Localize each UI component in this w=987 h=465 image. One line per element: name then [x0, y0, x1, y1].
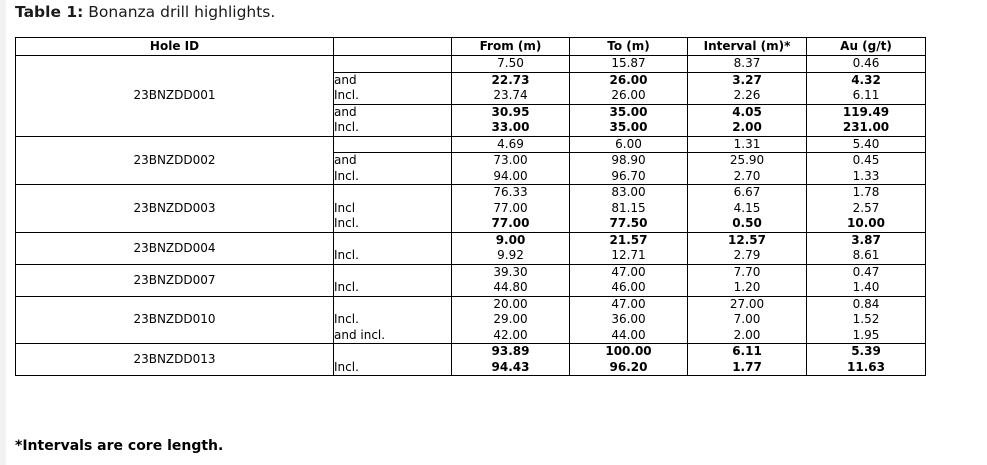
hole-id-cell: 23BNZDD003	[16, 185, 334, 233]
qualifier-cell: and	[334, 72, 452, 88]
qualifier-cell: Incl.	[334, 120, 452, 136]
au-cell: 0.45	[807, 153, 926, 169]
to-cell: 12.71	[570, 248, 688, 264]
interval-cell: 12.57	[688, 232, 807, 248]
from-cell: 4.69	[452, 136, 570, 153]
interval-cell: 8.37	[688, 56, 807, 73]
qualifier-cell	[334, 296, 452, 312]
au-cell: 3.87	[807, 232, 926, 248]
footnote: *Intervals are core length.	[15, 438, 224, 454]
header-to: To (m)	[570, 38, 688, 56]
interval-cell: 2.79	[688, 248, 807, 264]
header-interval: Interval (m)*	[688, 38, 807, 56]
interval-cell: 25.90	[688, 153, 807, 169]
interval-cell: 27.00	[688, 296, 807, 312]
au-cell: 0.84	[807, 296, 926, 312]
interval-cell: 4.15	[688, 201, 807, 217]
from-cell: 73.00	[452, 153, 570, 169]
table-row	[16, 56, 926, 73]
from-cell: 23.74	[452, 88, 570, 104]
interval-cell: 7.00	[688, 312, 807, 328]
header-hole-id: Hole ID	[16, 38, 334, 56]
from-cell: 7.50	[452, 56, 570, 73]
qualifier-cell: Incl.	[334, 88, 452, 104]
hole-id-cell: 23BNZDD007	[16, 264, 334, 296]
to-cell: 98.90	[570, 153, 688, 169]
from-cell: 39.30	[452, 264, 570, 280]
interval-cell: 1.20	[688, 280, 807, 296]
qualifier-cell	[334, 136, 452, 153]
to-cell: 6.00	[570, 136, 688, 153]
interval-cell: 2.00	[688, 328, 807, 344]
caption-text: Bonanza drill highlights.	[88, 3, 276, 21]
from-cell: 20.00	[452, 296, 570, 312]
interval-cell: 1.77	[688, 360, 807, 376]
au-cell: 0.47	[807, 264, 926, 280]
hole-id-cell: 23BNZDD013	[16, 344, 334, 376]
au-cell: 5.39	[807, 344, 926, 360]
qualifier-cell: and incl.	[334, 328, 452, 344]
to-cell: 47.00	[570, 264, 688, 280]
to-cell: 35.00	[570, 104, 688, 120]
qualifier-cell: Incl	[334, 201, 452, 217]
to-cell: 15.87	[570, 56, 688, 73]
table-caption	[15, 3, 275, 21]
to-cell: 96.20	[570, 360, 688, 376]
au-cell: 5.40	[807, 136, 926, 153]
au-cell: 11.63	[807, 360, 926, 376]
qualifier-cell: Incl.	[334, 280, 452, 296]
to-cell: 81.15	[570, 201, 688, 217]
qualifier-cell	[334, 185, 452, 201]
interval-cell: 4.05	[688, 104, 807, 120]
hole-id-cell: 23BNZDD002	[16, 136, 334, 185]
qualifier-cell	[334, 264, 452, 280]
interval-cell: 2.70	[688, 169, 807, 185]
from-cell: 33.00	[452, 120, 570, 136]
table-body	[16, 56, 926, 376]
interval-cell: 3.27	[688, 72, 807, 88]
interval-cell: 2.00	[688, 120, 807, 136]
interval-cell: 1.31	[688, 136, 807, 153]
drill-highlights-table	[15, 37, 926, 376]
to-cell: 100.00	[570, 344, 688, 360]
page-edge	[0, 0, 6, 465]
au-cell: 1.52	[807, 312, 926, 328]
to-cell: 96.70	[570, 169, 688, 185]
table-row	[16, 136, 926, 153]
interval-cell: 7.70	[688, 264, 807, 280]
from-cell: 42.00	[452, 328, 570, 344]
header-qualifier	[334, 38, 452, 56]
au-cell: 8.61	[807, 248, 926, 264]
qualifier-cell: and	[334, 153, 452, 169]
hole-id-cell: 23BNZDD004	[16, 232, 334, 264]
to-cell: 83.00	[570, 185, 688, 201]
from-cell: 9.00	[452, 232, 570, 248]
qualifier-cell	[334, 232, 452, 248]
to-cell: 36.00	[570, 312, 688, 328]
header-row	[16, 38, 926, 56]
qualifier-cell: Incl.	[334, 360, 452, 376]
au-cell: 6.11	[807, 88, 926, 104]
au-cell: 2.57	[807, 201, 926, 217]
from-cell: 77.00	[452, 201, 570, 217]
au-cell: 1.78	[807, 185, 926, 201]
from-cell: 22.73	[452, 72, 570, 88]
qualifier-cell: Incl.	[334, 312, 452, 328]
qualifier-cell: Incl.	[334, 248, 452, 264]
qualifier-cell: and	[334, 104, 452, 120]
from-cell: 29.00	[452, 312, 570, 328]
caption-label: Table 1:	[15, 3, 84, 21]
interval-cell: 6.11	[688, 344, 807, 360]
au-cell: 0.46	[807, 56, 926, 73]
to-cell: 46.00	[570, 280, 688, 296]
table-row	[16, 344, 926, 360]
table-row	[16, 296, 926, 312]
to-cell: 44.00	[570, 328, 688, 344]
header-au: Au (g/t)	[807, 38, 926, 56]
au-cell: 10.00	[807, 216, 926, 232]
qualifier-cell	[334, 344, 452, 360]
from-cell: 30.95	[452, 104, 570, 120]
interval-cell: 0.50	[688, 216, 807, 232]
to-cell: 77.50	[570, 216, 688, 232]
table-row	[16, 185, 926, 201]
from-cell: 9.92	[452, 248, 570, 264]
interval-cell: 6.67	[688, 185, 807, 201]
au-cell: 119.49	[807, 104, 926, 120]
from-cell: 94.43	[452, 360, 570, 376]
au-cell: 231.00	[807, 120, 926, 136]
to-cell: 26.00	[570, 72, 688, 88]
qualifier-cell: Incl.	[334, 216, 452, 232]
interval-cell: 2.26	[688, 88, 807, 104]
from-cell: 76.33	[452, 185, 570, 201]
from-cell: 94.00	[452, 169, 570, 185]
au-cell: 1.33	[807, 169, 926, 185]
table-row	[16, 232, 926, 248]
to-cell: 26.00	[570, 88, 688, 104]
qualifier-cell: Incl.	[334, 169, 452, 185]
qualifier-cell	[334, 56, 452, 73]
to-cell: 21.57	[570, 232, 688, 248]
header-from: From (m)	[452, 38, 570, 56]
table-row	[16, 264, 926, 280]
au-cell: 1.40	[807, 280, 926, 296]
from-cell: 44.80	[452, 280, 570, 296]
au-cell: 1.95	[807, 328, 926, 344]
au-cell: 4.32	[807, 72, 926, 88]
hole-id-cell: 23BNZDD010	[16, 296, 334, 344]
from-cell: 93.89	[452, 344, 570, 360]
hole-id-cell: 23BNZDD001	[16, 56, 334, 137]
from-cell: 77.00	[452, 216, 570, 232]
to-cell: 47.00	[570, 296, 688, 312]
to-cell: 35.00	[570, 120, 688, 136]
